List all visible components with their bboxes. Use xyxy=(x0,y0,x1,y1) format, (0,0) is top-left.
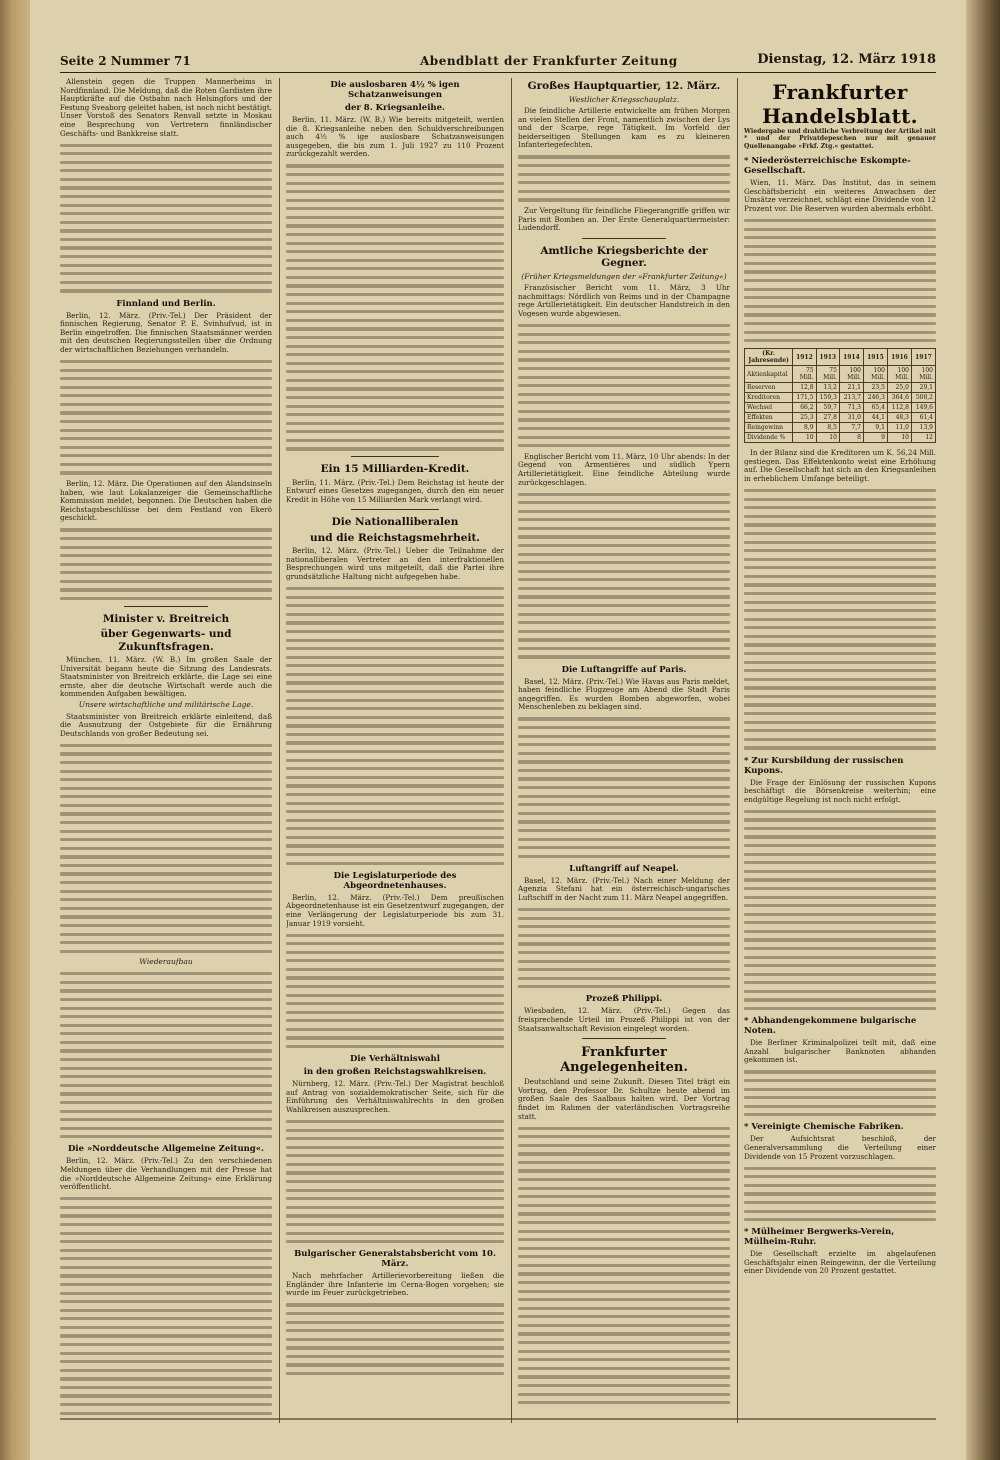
running-header xyxy=(60,50,936,73)
table-cell: 364,6 xyxy=(887,393,911,403)
table-cell: Dividende % xyxy=(745,433,793,443)
text-lines xyxy=(518,155,730,201)
column-4 xyxy=(744,78,936,1418)
table-header: 1914 xyxy=(839,349,863,366)
table-cell: 100 Mill. xyxy=(839,366,863,383)
headline: * Vereinigte Chemische Fabriken. xyxy=(744,1122,904,1133)
page-number: Seite 2 Nummer 71 xyxy=(60,54,191,68)
table-cell: Effekten xyxy=(745,413,793,423)
table-cell: 246,3 xyxy=(863,393,887,403)
table-cell: 66,2 xyxy=(793,403,816,413)
separator xyxy=(582,238,667,239)
table-cell: 8 xyxy=(839,433,863,443)
table-cell: 100 Mill. xyxy=(863,366,887,383)
table-cell: 59,7 xyxy=(816,403,839,413)
article-text: Wiesbaden, 12. März. (Priv.-Tel.) Gegen das freisprechende Urteil im Prozeß Philippi ist von der Staatsanwaltschaft Revision eingelegt worden. xyxy=(518,1006,730,1033)
headline: Die »Norddeutsche Allgemeine Zeitung«. xyxy=(67,1144,265,1155)
article-text: Wien, 11. März. Das Institut, das in seinem Geschäftsbericht ein weiteres Anwachsen der Umsätze verzeichnet, schlägt eine Dividende von 12 Prozent vor. Die Reserven wurden abermals erhöht. xyxy=(744,178,936,213)
subheading: Westlicher Kriegsschauplatz. xyxy=(568,94,680,104)
text-lines xyxy=(518,1127,730,1405)
article-text: Berlin, 12. März. Die Operationen auf den Alandsinseln haben, wie laut Lokalanzeiger die Gemeinschaftliche Kommission meldet, begonnen. Die Deutschen haben die Reichstagsbeschlüsse bei dem Festland von Ekerö geschickt. xyxy=(60,479,272,523)
text-lines xyxy=(518,324,730,447)
article-text: Deutschland und seine Zukunft. Diesen Titel trägt ein Vortrag, den Professor Dr. Schultze heute abend im großen Saale des Saalbaus halten wird. Der Vortrag findet im Rahmen der vaterländischen Vortragsreihe statt. xyxy=(518,1077,730,1121)
text-lines xyxy=(744,1167,936,1222)
headline: in den großen Reichstagswahlkreisen. xyxy=(303,1067,487,1078)
headline: Großes Hauptquartier, 12. März. xyxy=(527,80,721,92)
article-text: Englischer Bericht vom 11. März, 10 Uhr abends: In der Gegend von Armentières und südlich Ypern Artillerietätigkeit. Eine feindliche Abteilung wurde zurückgeschlagen. xyxy=(518,451,730,487)
text-lines xyxy=(60,744,272,953)
column-rule xyxy=(511,78,512,1423)
table-row xyxy=(745,366,936,383)
article-text: Der Aufsichtsrat beschloß, der Generalversammlung die Verteilung einer Dividende von 15 Prozent vorzuschlagen. xyxy=(744,1134,936,1161)
headline: * Mülheimer Bergwerks-Verein, Mülheim-Ruhr. xyxy=(744,1227,895,1248)
article-text: Staatsminister von Breitreich erklärte einleitend, daß die Ausnutzung der Ostgebiete für die Ernährung Deutschlands von großer Bedeutung sei. xyxy=(60,711,272,738)
article-text: Berlin, 12. März. (Priv.-Tel.) Dem preußischen Abgeordnetenhause ist ein Gesetzentwurf zugegangen, der eine Verlängerung der Legislaturperiode bis zum 31. Januar 1919 vorsieht. xyxy=(286,892,504,928)
table-cell: 10 xyxy=(816,433,839,443)
column-3 xyxy=(518,78,730,1418)
table-cell: 11,0 xyxy=(887,423,911,433)
subheading: Unsere wirtschaftliche und militärische Lage. xyxy=(78,700,254,710)
table-cell: 8,9 xyxy=(793,423,816,433)
subheading: Wiederaufbau xyxy=(139,957,193,967)
text-lines xyxy=(60,528,272,600)
table-header: 1917 xyxy=(911,349,935,366)
article-text: In der Bilanz sind die Kreditoren um K. 56,24 Mill. gestiegen. Das Effektenkonto weist eine Erhöhung auf. Die Gesellschaft hat sich an den Kriegsanleihen in erheblichem Umfange beteiligt. xyxy=(744,448,936,484)
text-lines xyxy=(744,1070,936,1116)
table-cell: 65,4 xyxy=(863,403,887,413)
text-lines xyxy=(286,587,504,865)
table-row xyxy=(745,413,936,423)
separator xyxy=(582,1038,667,1039)
table-cell: 21,1 xyxy=(839,383,863,393)
table-cell: 71,3 xyxy=(839,403,863,413)
table-cell: 159,3 xyxy=(816,393,839,403)
table-cell: 27,8 xyxy=(816,413,839,423)
table-cell: Reserven xyxy=(745,383,793,393)
text-lines xyxy=(286,1120,504,1243)
headline: Die Nationalliberalen xyxy=(331,516,459,529)
headline: Luftangriff auf Neapel. xyxy=(569,863,679,874)
article-text: Die Gesellschaft erzielte im abgelaufenen Geschäftsjahr einen Reingewinn, der die Verteilung einer Dividende von 20 Prozent gestattet. xyxy=(744,1249,936,1276)
text-lines xyxy=(60,972,272,1138)
table-cell: Aktienkapital xyxy=(745,366,793,383)
column-rule xyxy=(279,78,280,1423)
table-cell: 13,2 xyxy=(816,383,839,393)
table-cell: 75 Mill. xyxy=(816,366,839,383)
table-cell: 100 Mill. xyxy=(911,366,935,383)
table-header: (Kr. Jahresende) xyxy=(745,349,793,366)
section-masthead: Frankfurter Handelsblatt. xyxy=(762,80,918,128)
article-text: Berlin, 11. März. (W. B.) Wie bereits mitgeteilt, werden die 8. Kriegsanleihe neben den Schuldverschreibungen auch 4½ % ige auslosbare Schatzanweisungen ausgegeben, die bis zum 1. Juli 1927 zu 110 Prozent zurückgezahlt werden. xyxy=(286,115,504,159)
separator xyxy=(351,509,438,510)
table-header: 1912 xyxy=(793,349,816,366)
table-header: 1915 xyxy=(863,349,887,366)
table-cell: Kreditoren xyxy=(745,393,793,403)
headline: Die Verhältniswahl xyxy=(350,1054,440,1065)
issue-date: Dienstag, 12. März 1918 xyxy=(757,52,936,67)
table-cell: 508,2 xyxy=(911,393,935,403)
article-text: Nach mehrfacher Artillerievorbereitung ließen die Engländer ihre Infanterie im Cerna-Bogen vorgehen; sie wurde im Feuer zurückgetrieben. xyxy=(286,1271,504,1298)
table-cell: 23,5 xyxy=(863,383,887,393)
headline: der 8. Kriegsanleihe. xyxy=(345,103,445,113)
headline: Finnland und Berlin. xyxy=(116,298,216,309)
financial-table xyxy=(744,348,936,443)
table-row xyxy=(745,403,936,413)
article-text: Berlin, 12. März. (Priv.-Tel.) Zu den verschiedenen Meldungen über die Verhandlungen mit der Presse hat die »Norddeutsche Allgemeine Zeitung« eine Erklärung veröffentlicht. xyxy=(60,1156,272,1192)
table-cell: 100 Mill. xyxy=(887,366,911,383)
text-lines xyxy=(744,489,936,750)
headline: und die Reichstagsmehrheit. xyxy=(310,531,480,544)
article-text: Berlin, 12. März. (Priv.-Tel.) Der Präsident der finnischen Regierung, Senator P. E. Svinhufvud, ist in Berlin eingetroffen. Die finnischen Staatsmänner werden mit den deutschen Regierungsstellen über die Ordnung der wirtschaftlichen Beziehungen verhandeln. xyxy=(60,310,272,354)
separator xyxy=(124,606,209,607)
table-cell: 61,4 xyxy=(911,413,935,423)
text-lines xyxy=(60,144,272,293)
table-cell: 29,1 xyxy=(911,383,935,393)
table-row xyxy=(745,383,936,393)
headline: über Gegenwarts- und Zukunftsfragen. xyxy=(100,628,232,653)
table-cell: 9,1 xyxy=(863,423,887,433)
table-cell: 25,0 xyxy=(887,383,911,393)
article-text: Berlin, 12. März. (Priv.-Tel.) Ueber die Teilnahme der nationalliberalen Vertreter an den interfraktionellen Besprechungen wird uns mitgeteilt, daß die Partei ihre grundsätzliche Haltung nicht aufgegeben habe. xyxy=(286,546,504,582)
table-cell: 8,5 xyxy=(816,423,839,433)
text-lines xyxy=(60,1197,272,1418)
text-lines xyxy=(744,219,936,342)
headline: Frankfurter Angelegenheiten. xyxy=(560,1045,688,1076)
table-header: 1916 xyxy=(887,349,911,366)
article-text: Die feindliche Artillerie entwickelte am frühen Morgen an vielen Stellen der Front, namentlich zwischen der Lys und der Scarpe, rege Tätigkeit. Im Vorfeld der beiderseitigen Stellungen kam es zu kleineren Infanteriegefechten. xyxy=(518,106,730,150)
text-lines xyxy=(286,1303,504,1375)
article-text: Berlin, 11. März. (Priv.-Tel.) Dem Reichstag ist heute der Entwurf eines Gesetzes zugegangen, durch den ein neuer Kredit in Höhe von 15 Milliarden Mark verlangt wird. xyxy=(286,477,504,504)
article-text: Nürnberg, 12. März. (Priv.-Tel.) Der Magistrat beschloß auf Antrag von sozialdemokratischer Seite, sich für die Einführung des Verhältniswahlrechts in den großen Wahlkreisen auszusprechen. xyxy=(286,1079,504,1114)
article-text: Allenstein gegen die Truppen Mannerheims in Nordfinnland. Die Meldung, daß die Roten Gardisten ihre Hauptkräfte auf die Ostbahn nach Helsingfors und der Festung Sveaborg geleitet haben, ist noch nicht bestätigt. Unser Vorstoß des Senators Renvall setzte in Moskau eine Besprechung von Vertretern finnländischer Geschäfts- und Bankkreise statt. xyxy=(60,78,272,138)
table-cell: 25,3 xyxy=(793,413,816,423)
table-cell: 44,1 xyxy=(863,413,887,423)
text-lines xyxy=(286,934,504,1049)
headline: * Niederösterreichische Eskompte-Gesellschaft. xyxy=(744,156,911,177)
page-edge xyxy=(966,0,1000,1460)
column-1 xyxy=(60,78,272,1418)
copyright-note: Wiedergabe und drahtliche Verbreitung der Artikel mit * und der Privatdepeschen nur mit genauer Quellenangabe »Frkf. Ztg.« gestattet. xyxy=(744,128,936,150)
text-lines xyxy=(518,908,730,988)
bottom-rule xyxy=(60,1418,936,1420)
headline: Amtliche Kriegsberichte der Gegner. xyxy=(540,244,708,270)
newspaper-title: Abendblatt der Frankfurter Zeitung xyxy=(420,54,678,68)
table-cell: 75 Mill. xyxy=(793,366,816,383)
table-cell: Reingewinn xyxy=(745,423,793,433)
table-cell: 12 xyxy=(911,433,935,443)
article-text: Basel, 12. März. (Priv.-Tel.) Nach einer Meldung der Agenzia Stefani hat ein österreichisch-ungarisches Luftschiff in der Nacht zum 11. März Neapel angegriffen. xyxy=(518,875,730,903)
article-text: Die Berliner Kriminalpolizei teilt mit, daß eine Anzahl bulgarischer Banknoten abhanden gekommen ist. xyxy=(744,1038,936,1065)
subheading: (Früher Kriegsmeldungen der »Frankfurter Zeitung«) xyxy=(521,271,727,281)
text-lines xyxy=(744,810,936,1010)
table-cell: 9 xyxy=(863,433,887,443)
column-rule xyxy=(737,78,738,1423)
table-cell: 10 xyxy=(793,433,816,443)
headline: * Zur Kursbildung der russischen Kupons. xyxy=(744,755,904,776)
headline: Prozeß Philippi. xyxy=(585,994,663,1005)
table-cell: 112,8 xyxy=(887,403,911,413)
table-cell: 171,5 xyxy=(793,393,816,403)
article-text: Französischer Bericht vom 11. März, 3 Uhr nachmittags: Nördlich von Reims und in der Champagne rege Artillerietätigkeit. Ein deutscher Handstreich in den Vogesen wurde abgewiesen. xyxy=(518,283,730,319)
headline: Die Luftangriffe auf Paris. xyxy=(561,664,687,675)
table-row xyxy=(745,423,936,433)
text-lines xyxy=(518,717,730,857)
table-row xyxy=(745,433,936,443)
table-cell: 12,8 xyxy=(793,383,816,393)
article-text: München, 11. März. (W. B.) Im großen Saale der Universität begann heute die Sitzung des Landesrats. Staatsminister von Breitreich erklärte, die Lage sei eine ernste, aber die deutsche Wirtschaft werde auch die kommenden Aufgaben bewältigen. xyxy=(60,655,272,699)
text-lines xyxy=(286,164,504,450)
table-cell: 149,6 xyxy=(911,403,935,413)
text-lines xyxy=(60,360,272,475)
table-cell: 10 xyxy=(887,433,911,443)
table-cell: 7,7 xyxy=(839,423,863,433)
article-text: Basel, 12. März. (Priv.-Tel.) Wie Havas aus Paris meldet, haben feindliche Flugzeuge am Abend die Stadt Paris angegriffen. Es wurden Bomben abgeworfen, wobei Menschenleben zu beklagen sind. xyxy=(518,676,730,712)
table-header: 1913 xyxy=(816,349,839,366)
headline: * Abhandengekommene bulgarische Noten. xyxy=(744,1016,917,1037)
table-row xyxy=(745,393,936,403)
article-text: Zur Vergeltung für feindliche Fliegerangriffe griffen wir Paris mit Bomben an. Der Erste Generalquartiermeister: Ludendorff. xyxy=(518,205,730,233)
headline: Die auslosbaren 4½ % igen Schatzanweisungen xyxy=(330,80,460,100)
headline: Ein 15 Milliarden-Kredit. xyxy=(320,463,470,476)
separator xyxy=(351,456,438,457)
table-header-row xyxy=(745,349,936,366)
table-cell: 48,3 xyxy=(887,413,911,423)
table-cell: Wechsel xyxy=(745,403,793,413)
headline: Bulgarischer Generalstabsbericht vom 10. März. xyxy=(294,1249,496,1270)
text-lines xyxy=(518,493,730,659)
column-2 xyxy=(286,78,504,1418)
table-cell: 31,0 xyxy=(839,413,863,423)
book-binding xyxy=(0,0,30,1460)
headline: Minister v. Breitreich xyxy=(102,612,230,625)
table-cell: 213,7 xyxy=(839,393,863,403)
headline: Die Legislaturperiode des Abgeordnetenhauses. xyxy=(333,870,457,891)
table-cell: 13,9 xyxy=(911,423,935,433)
article-text: Die Frage der Einlösung der russischen Kupons beschäftigt die Börsenkreise weiterhin; eine endgültige Regelung ist noch nicht erfolgt. xyxy=(744,777,936,804)
